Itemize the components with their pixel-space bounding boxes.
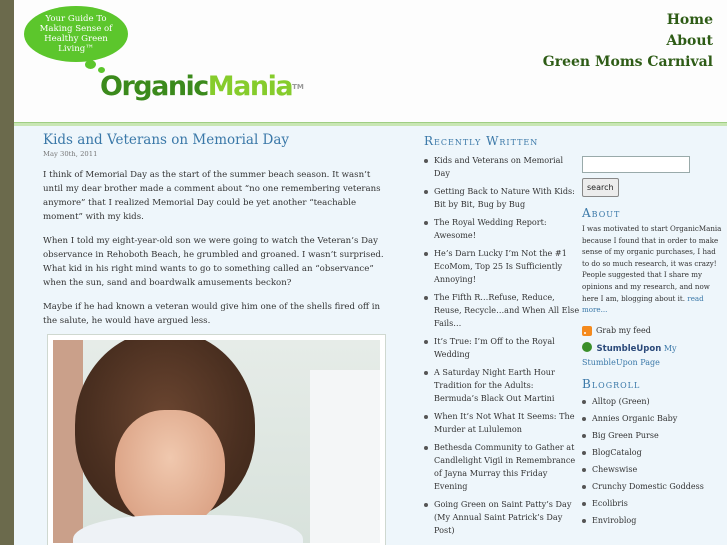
blogroll-heading: Blogroll [582, 376, 641, 391]
recent-post-link[interactable]: The Royal Wedding Report: Awesome! [424, 216, 580, 242]
content-area [14, 126, 727, 545]
nav-home[interactable]: Home [666, 12, 713, 28]
blogroll-link[interactable]: Big Green Purse [582, 430, 725, 442]
about-description: I was motivated to start OrganicMania because I found that in order to make sense of my organic purchases, I had to do so much research, it was crazy! People suggested that I share my opinions and my research, and now here I am, blogging about it. [582, 224, 722, 303]
blogroll-link[interactable]: Alltop (Green) [582, 396, 725, 408]
recent-post-link[interactable]: Getting Back to Nature With Kids: Bit by Bit, Bug by Bug [424, 185, 580, 211]
tagline-text: Your Guide To Making Sense of Healthy Green Living™ [39, 14, 113, 54]
recent-posts-list [424, 154, 580, 537]
blogroll-link[interactable]: BlogCatalog [582, 447, 725, 459]
about-text [582, 223, 725, 316]
main-nav [543, 10, 713, 73]
photo-background-person [310, 370, 380, 543]
search-button[interactable]: search [582, 178, 619, 197]
blog-post [43, 132, 387, 328]
recent-post-link[interactable]: A Saturday Night Earth Hour Tradition for the Adults: Bermuda’s Black Out Martini [424, 366, 580, 405]
left-edge-strip [0, 0, 14, 545]
blogroll-link[interactable]: Enviroblog [582, 515, 725, 527]
nav-about[interactable]: About [666, 33, 713, 49]
blogroll-list [582, 396, 725, 527]
nav-green-moms-carnival[interactable]: Green Moms Carnival [542, 54, 713, 70]
photo-child-face [115, 410, 225, 530]
post-title[interactable]: Kids and Veterans on Memorial Day [43, 132, 290, 148]
recent-post-link[interactable]: When It’s Not What It Seems: The Murder at Lululemon [424, 410, 580, 436]
recent-post-link[interactable]: It’s True: I’m Off to the Royal Wedding [424, 335, 580, 361]
read-more-link[interactable]: read more... [582, 293, 704, 315]
stumbleupon-link[interactable] [582, 342, 725, 370]
post-date: May 30th, 2011 [43, 150, 98, 158]
stumbleupon-link-page: StumbleUpon Page [582, 357, 660, 367]
logo-trademark: TM [292, 83, 304, 91]
post-photo-frame [47, 334, 386, 545]
site-header [14, 0, 727, 122]
recently-written-heading: Recently Written [424, 134, 539, 148]
recent-post-link[interactable]: He’s Darn Lucky I’m Not the #1 EcoMom, Top 25 Is Sufficiently Annoying! [424, 247, 580, 286]
bubble-dot-large [85, 60, 96, 69]
about-heading: About [582, 206, 621, 220]
site-logo[interactable] [100, 72, 304, 102]
feed-link[interactable] [582, 326, 725, 336]
search-input[interactable] [582, 156, 690, 173]
blogroll-link[interactable]: Annies Organic Baby [582, 413, 725, 425]
post-photo [53, 340, 380, 543]
post-paragraph: When I told my eight-year-old son we were going to watch the Veteran’s Day observance in Rehoboth Beach, he grumbled and groaned. I wasn’t surprised. What kid in his right mind wants to go to something called an “observance” when the sun, sand and boardwalk amusements beckon? [43, 236, 384, 288]
recently-written [424, 134, 580, 542]
right-sidebar [582, 156, 725, 532]
post-paragraph: I think of Memorial Day as the start of the summer beach season. It wasn’t until my dear brother made a comment about “no one remembering veterans anymore” that I realized Memorial Day could be yet another “teachable moment” with my kids. [43, 170, 381, 222]
stumbleupon-link-my: My [663, 343, 677, 353]
rss-icon [582, 326, 592, 336]
blogroll [582, 377, 725, 527]
recent-post-link[interactable]: Kids and Veterans on Memorial Day [424, 154, 580, 180]
recent-post-link[interactable]: The Fifth R…Refuse, Reduce, Reuse, Recycle…and When All Else Fails… [424, 291, 580, 330]
post-paragraph: Maybe if he had known a veteran would give him one of the shells fired off in the salute, he would have argued less. [43, 302, 381, 326]
logo-primary: Organic [100, 71, 208, 102]
blogroll-link[interactable]: Ecolibris [582, 498, 725, 510]
recent-post-link[interactable]: Going Green on Saint Patty’s Day (My Annual Saint Patrick’s Day Post) [424, 498, 580, 537]
logo-secondary: Mania [207, 71, 293, 102]
feed-label: Grab my feed [596, 326, 651, 336]
tagline-bubble [24, 6, 128, 62]
blogroll-link[interactable]: Crunchy Domestic Goddess [582, 481, 725, 493]
stumbleupon-icon [582, 342, 592, 352]
blogroll-link[interactable]: Chewswise [582, 464, 725, 476]
photo-child-shirt [73, 515, 303, 543]
recent-post-link[interactable]: Bethesda Community to Gather at Candlelight Vigil in Remembrance of Jayna Murray this Friday Evening [424, 441, 580, 493]
stumbleupon-brand: StumbleUpon [596, 343, 662, 354]
